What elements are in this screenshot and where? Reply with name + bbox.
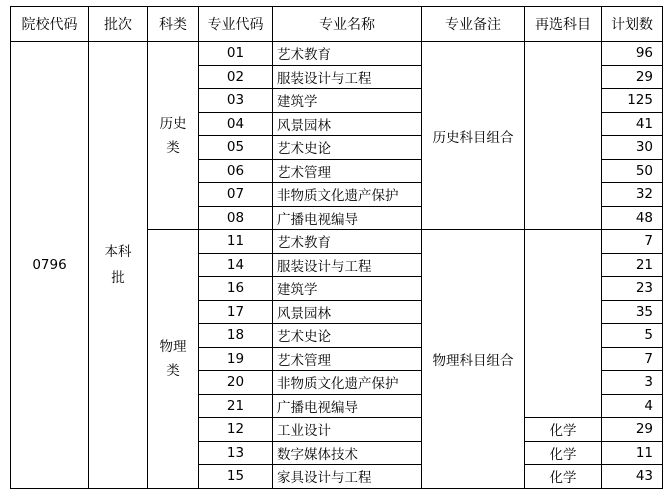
header-row	[11, 7, 663, 42]
plan-count: 7	[602, 230, 663, 254]
major-code: 14	[199, 253, 273, 277]
plan-count: 7	[602, 347, 663, 371]
enrollment-plan-table	[10, 6, 663, 489]
major-code: 05	[199, 136, 273, 160]
major-code: 07	[199, 183, 273, 207]
major-name: 艺术教育	[273, 230, 422, 254]
major-name: 建筑学	[273, 89, 422, 113]
major-name: 服装设计与工程	[273, 65, 422, 89]
plan-count: 41	[602, 112, 663, 136]
major-name: 非物质文化遗产保护	[273, 371, 422, 395]
major-name: 艺术教育	[273, 42, 422, 66]
major-name: 服装设计与工程	[273, 253, 422, 277]
major-code: 08	[199, 206, 273, 230]
plan-count: 32	[602, 183, 663, 207]
major-code: 16	[199, 277, 273, 301]
header-major-note: 专业备注	[422, 7, 525, 42]
major-name: 非物质文化遗产保护	[273, 183, 422, 207]
elective-subject: 化学	[525, 418, 602, 442]
category-physics-cell	[148, 230, 199, 489]
major-name: 工业设计	[273, 418, 422, 442]
school-code-cell: 0796	[11, 42, 89, 489]
elective-subject: 化学	[525, 465, 602, 489]
batch-cell	[89, 42, 148, 489]
header-school-code: 院校代码	[11, 7, 89, 42]
major-name: 建筑学	[273, 277, 422, 301]
plan-count: 29	[602, 418, 663, 442]
category-history-cell	[148, 42, 199, 230]
major-name: 艺术管理	[273, 159, 422, 183]
major-name: 数字媒体技术	[273, 441, 422, 465]
major-code: 20	[199, 371, 273, 395]
elective-subject: 化学	[525, 441, 602, 465]
plan-count: 35	[602, 300, 663, 324]
major-name: 家具设计与工程	[273, 465, 422, 489]
plan-count: 23	[602, 277, 663, 301]
category-line: 历史	[159, 115, 187, 132]
plan-count: 43	[602, 465, 663, 489]
plan-count: 125	[602, 89, 663, 113]
note-history-cell: 历史科目组合	[422, 42, 525, 230]
major-name: 艺术管理	[273, 347, 422, 371]
major-name: 艺术史论	[273, 324, 422, 348]
major-code: 18	[199, 324, 273, 348]
header-plan-count: 计划数	[602, 7, 663, 42]
major-code: 12	[199, 418, 273, 442]
header-category: 科类	[148, 7, 199, 42]
major-name: 风景园林	[273, 300, 422, 324]
table-row	[11, 42, 663, 66]
category-line: 物理	[159, 338, 187, 355]
plan-count: 21	[602, 253, 663, 277]
elective-physics-blank-cell	[525, 230, 602, 418]
major-code: 06	[199, 159, 273, 183]
elective-history-cell	[525, 42, 602, 230]
plan-count: 30	[602, 136, 663, 160]
plan-count: 3	[602, 371, 663, 395]
category-line: 类	[166, 362, 180, 379]
plan-count: 4	[602, 394, 663, 418]
plan-count: 50	[602, 159, 663, 183]
note-physics-cell: 物理科目组合	[422, 230, 525, 489]
major-code: 21	[199, 394, 273, 418]
batch-line: 批	[111, 269, 125, 286]
major-code: 03	[199, 89, 273, 113]
header-major-name: 专业名称	[273, 7, 422, 42]
major-code: 11	[199, 230, 273, 254]
plan-count: 11	[602, 441, 663, 465]
major-name: 艺术史论	[273, 136, 422, 160]
major-code: 02	[199, 65, 273, 89]
major-code: 15	[199, 465, 273, 489]
batch-line: 本科	[104, 243, 132, 260]
category-line: 类	[166, 139, 180, 156]
header-elective-subject: 再选科目	[525, 7, 602, 42]
plan-count: 48	[602, 206, 663, 230]
header-batch: 批次	[89, 7, 148, 42]
header-major-code: 专业代码	[199, 7, 273, 42]
major-code: 01	[199, 42, 273, 66]
major-code: 19	[199, 347, 273, 371]
plan-count: 29	[602, 65, 663, 89]
major-code: 04	[199, 112, 273, 136]
major-code: 13	[199, 441, 273, 465]
plan-count: 96	[602, 42, 663, 66]
major-name: 广播电视编导	[273, 394, 422, 418]
major-name: 风景园林	[273, 112, 422, 136]
plan-count: 5	[602, 324, 663, 348]
major-name: 广播电视编导	[273, 206, 422, 230]
major-code: 17	[199, 300, 273, 324]
